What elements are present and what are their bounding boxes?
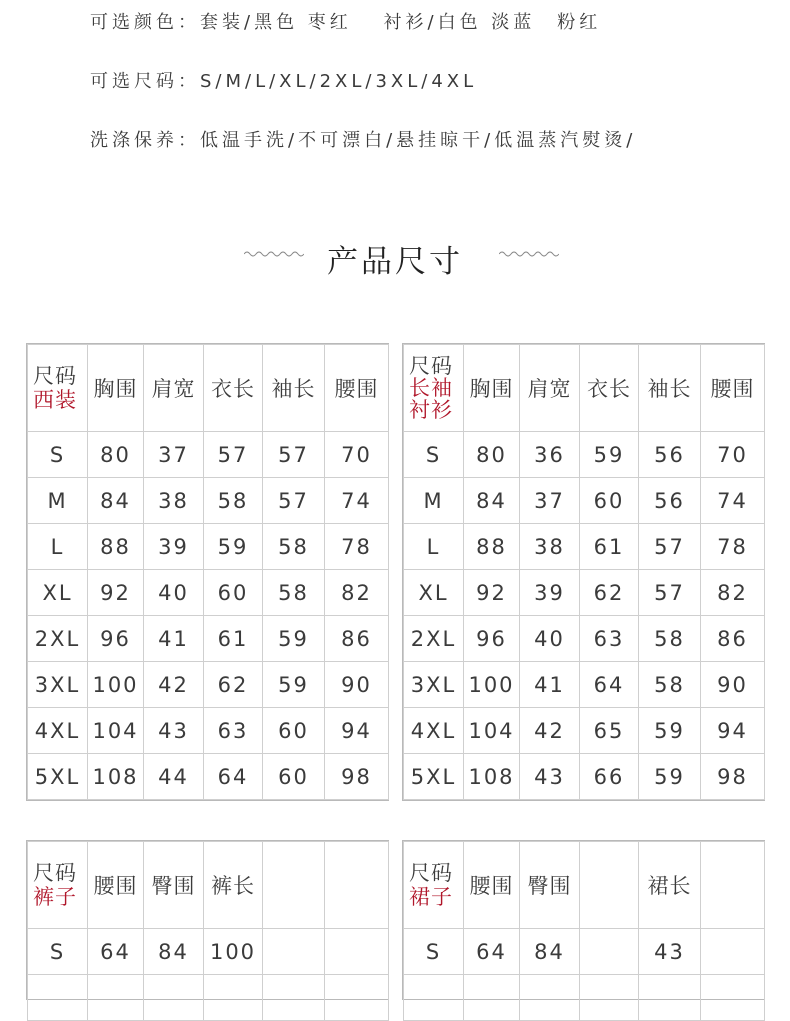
garment-label: 裤子 [33,885,77,909]
table-header-row [28,842,389,929]
garment-label: 西装 [33,388,77,412]
table-cell: 61 [204,616,263,662]
table-cell [701,975,765,1021]
table-row [404,432,765,478]
header-length: 衣长 [580,345,639,432]
table-cell: 86 [325,616,389,662]
table-cell: 80 [88,432,144,478]
header-hip: 臀围 [144,842,204,929]
table-row [28,432,389,478]
table-cell [701,929,765,975]
table-cell: 63 [580,616,639,662]
skirt-size-table [403,841,765,1021]
table-cell: 88 [464,524,520,570]
table-cell: S [404,929,464,975]
table-cell: 5XL [404,754,464,800]
table-cell: 57 [263,478,325,524]
table-cell: 58 [204,478,263,524]
table-cell: 59 [639,754,701,800]
header-shoulder: 肩宽 [144,345,204,432]
garment-label: 裙子 [409,885,453,909]
table-cell: 37 [520,478,580,524]
table-cell: 92 [88,570,144,616]
table-cell: 94 [701,708,765,754]
suit-size-table [27,344,389,800]
table-cell: 104 [88,708,144,754]
wave-ornament-right-icon [499,250,559,258]
table-row [28,478,389,524]
header-sleeve: 袖长 [263,345,325,432]
table-cell: 39 [520,570,580,616]
table-cell: 61 [580,524,639,570]
table-row [28,754,389,800]
table-row [28,524,389,570]
table-cell: M [404,478,464,524]
header-empty [325,842,389,929]
table-cell: 90 [325,662,389,708]
table-cell: 59 [263,662,325,708]
section-header [0,232,790,282]
header-chest: 胸围 [464,345,520,432]
table-cell: 3XL [404,662,464,708]
table-cell: 84 [144,929,204,975]
table-row [28,708,389,754]
table-cell: 43 [639,929,701,975]
table-cell [144,975,204,1021]
table-cell: 84 [464,478,520,524]
table-cell: 63 [204,708,263,754]
table-cell: 2XL [404,616,464,662]
size-options: 可选尺码：S/M/L/XL/2XL/3XL/4XL [90,71,478,92]
header-shoulder: 肩宽 [520,345,580,432]
table-cell: 60 [204,570,263,616]
table-cell: 60 [580,478,639,524]
table-cell: 56 [639,478,701,524]
corner-label: 尺码 [409,354,453,378]
table-cell [263,929,325,975]
table-row [28,929,389,975]
table-cell: 43 [144,708,204,754]
table-cell: 78 [325,524,389,570]
table-cell: 44 [144,754,204,800]
table-cell [28,975,88,1021]
table-row [404,975,765,1021]
table-cell: 4XL [28,708,88,754]
table-cell: 62 [580,570,639,616]
header-length: 衣长 [204,345,263,432]
table-row [404,524,765,570]
section-title: 产品尺寸 [327,244,463,280]
garment-label-line1: 长袖 [409,376,453,400]
table-cell: 108 [88,754,144,800]
table-cell: 60 [263,708,325,754]
table-cell: 36 [520,432,580,478]
table-cell [263,975,325,1021]
table-cell: 3XL [28,662,88,708]
table-cell [464,975,520,1021]
table-cell: 5XL [28,754,88,800]
table-cell: 88 [88,524,144,570]
shirt-size-table [403,344,765,800]
table-cell: XL [404,570,464,616]
corner-label: 尺码 [409,861,453,885]
table-cell [88,975,144,1021]
table-cell [639,975,701,1021]
table-cell: 65 [580,708,639,754]
table-cell: 38 [520,524,580,570]
table-cell: 42 [144,662,204,708]
table-cell: 59 [204,524,263,570]
table-cell: M [28,478,88,524]
table-cell [204,975,263,1021]
table-cell: 70 [701,432,765,478]
header-hip: 臀围 [520,842,580,929]
size-corner-cell [404,345,464,432]
table-cell: 57 [639,570,701,616]
table-cell: 94 [325,708,389,754]
table-cell: 82 [325,570,389,616]
table-cell: 57 [263,432,325,478]
table-row [404,662,765,708]
table-cell: 82 [701,570,765,616]
table-header-row [404,345,765,432]
table-cell: 41 [144,616,204,662]
table-cell: 43 [520,754,580,800]
table-cell: 100 [464,662,520,708]
pants-size-table [27,841,389,1021]
table-cell: 98 [325,754,389,800]
table-row [404,478,765,524]
table-cell: 64 [464,929,520,975]
table-row [28,616,389,662]
table-header-row [404,842,765,929]
table-cell: 74 [701,478,765,524]
corner-label: 尺码 [33,364,77,388]
header-empty [701,842,765,929]
table-cell: S [404,432,464,478]
table-cell [325,975,389,1021]
table-cell: 104 [464,708,520,754]
table-cell: 59 [263,616,325,662]
table-cell [580,929,639,975]
table-cell: 100 [88,662,144,708]
table-cell: 80 [464,432,520,478]
table-cell: 39 [144,524,204,570]
table-cell: 38 [144,478,204,524]
table-cell: 84 [520,929,580,975]
size-corner-cell [28,842,88,929]
table-cell: 40 [520,616,580,662]
table-row [404,616,765,662]
table-cell: 37 [144,432,204,478]
table-row [404,708,765,754]
table-cell [404,975,464,1021]
table-cell: 66 [580,754,639,800]
table-cell: 59 [580,432,639,478]
table-cell: 64 [580,662,639,708]
table-cell: 58 [639,616,701,662]
table-cell: 108 [464,754,520,800]
table-cell: 4XL [404,708,464,754]
table-row [404,929,765,975]
table-cell: 41 [520,662,580,708]
header-waist: 腰围 [325,345,389,432]
table-cell: 58 [263,524,325,570]
table-cell: 59 [639,708,701,754]
table-cell [325,929,389,975]
table-cell: 60 [263,754,325,800]
table-cell: 40 [144,570,204,616]
table-cell: 58 [639,662,701,708]
corner-label: 尺码 [33,861,77,885]
table-cell: 64 [88,929,144,975]
table-cell: 57 [639,524,701,570]
table-cell: 84 [88,478,144,524]
table-cell: 98 [701,754,765,800]
table-cell: 42 [520,708,580,754]
table-row [404,754,765,800]
table-cell: 2XL [28,616,88,662]
table-cell: 74 [325,478,389,524]
table-row [28,570,389,616]
table-row [404,570,765,616]
table-header-row [28,345,389,432]
table-cell: 86 [701,616,765,662]
table-cell: L [28,524,88,570]
header-empty [580,842,639,929]
table-row [28,975,389,1021]
size-corner-cell [28,345,88,432]
table-cell: 90 [701,662,765,708]
table-row [28,662,389,708]
table-cell: 70 [325,432,389,478]
header-waist: 腰围 [88,842,144,929]
header-empty [263,842,325,929]
care-instructions: 洗涤保养：低温手洗/不可漂白/悬挂晾干/低温蒸汽熨烫/ [90,130,637,151]
table-cell: 100 [204,929,263,975]
table-cell [580,975,639,1021]
table-cell: 92 [464,570,520,616]
table-cell: S [28,929,88,975]
table-cell: 78 [701,524,765,570]
table-cell: 56 [639,432,701,478]
color-options: 可选颜色：套装/黑色 枣红 衬衫/白色 淡蓝 粉红 [90,12,602,33]
table-cell: S [28,432,88,478]
table-cell [520,975,580,1021]
header-sleeve: 袖长 [639,345,701,432]
table-cell: 96 [464,616,520,662]
table-cell: 62 [204,662,263,708]
header-chest: 胸围 [88,345,144,432]
size-corner-cell [404,842,464,929]
table-cell: 96 [88,616,144,662]
table-cell: 64 [204,754,263,800]
header-waist: 腰围 [464,842,520,929]
header-waist: 腰围 [701,345,765,432]
header-pant-length: 裤长 [204,842,263,929]
table-cell: L [404,524,464,570]
table-cell: 57 [204,432,263,478]
header-skirt-length: 裙长 [639,842,701,929]
garment-label-line2: 衬衫 [409,398,453,422]
table-cell: 58 [263,570,325,616]
table-cell: XL [28,570,88,616]
